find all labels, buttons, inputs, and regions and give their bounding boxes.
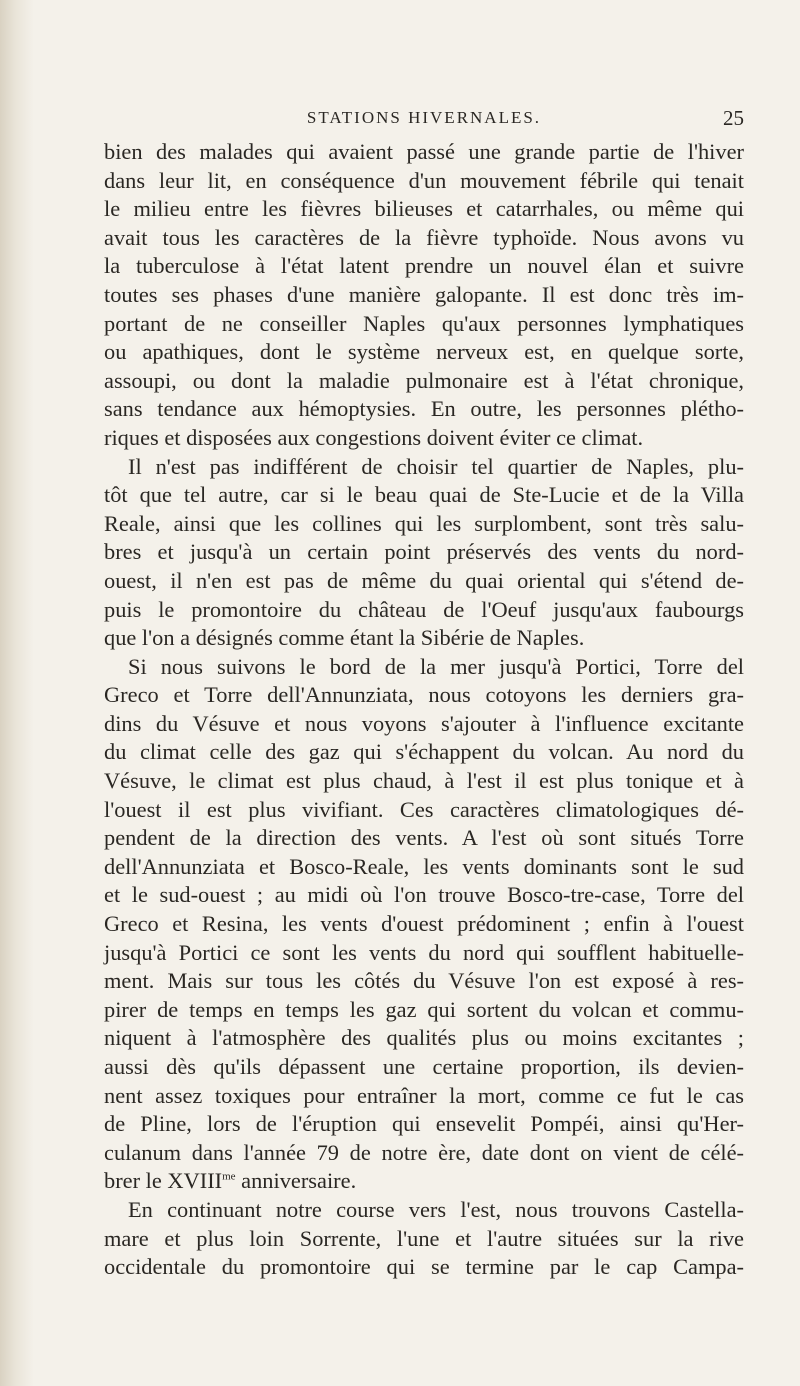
- running-title: STATIONS HIVERNALES.: [306, 108, 542, 127]
- text-line: de Pline, lors de l'éruption qui ensevelit Pompéi, ainsi qu'Her-: [104, 1111, 744, 1137]
- text-line: Si nous suivons le bord de la mer jusqu'à Portici, Torre del: [128, 653, 744, 679]
- text-line: niquent à l'atmosphère des qualités plus ou moins excitantes ;: [104, 1025, 744, 1051]
- page-edge-shadow: [0, 0, 34, 1386]
- text-line: le milieu entre les fièvres bilieuses et catarrhales, ou même qui: [104, 196, 744, 222]
- text-line: En continuant notre course vers l'est, nous trouvons Castella-: [128, 1196, 744, 1222]
- text-line: [104, 1167, 744, 1196]
- text-line: aussi dès qu'ils dépassent une certaine proportion, ils devien-: [104, 1054, 744, 1079]
- page-number: 25: [723, 106, 744, 130]
- text-line: portant de ne conseiller Naples qu'aux personnes lymphatiques: [104, 310, 744, 336]
- text-line: dans leur lit, en conséquence d'un mouvement fébrile qui tenait: [104, 167, 744, 193]
- text-line: culanum dans l'année 79 de notre ère, date dont on vient de célé-: [104, 1139, 744, 1165]
- text-line: avait tous les caractères de la fièvre typhoïde. Nous avons vu: [104, 224, 744, 250]
- text-line: Il n'est pas indifférent de choisir tel quartier de Naples, plu-: [128, 453, 744, 479]
- text-line: que l'on a désignés comme étant la Sibérie de Naples.: [104, 625, 585, 651]
- text-line: ou apathiques, dont le système nerveux est, en quelque sorte,: [104, 339, 744, 365]
- text-line: ouest, il n'en est pas de même du quai oriental qui s'étend de-: [104, 567, 744, 593]
- text-line: tôt que tel autre, car si le beau quai de Ste-Lucie et de la Villa: [104, 482, 744, 508]
- text-line: l'ouest il est plus vivifiant. Ces caractères climatologiques dé-: [104, 796, 744, 822]
- text-line: puis le promontoire du château de l'Oeuf jusqu'aux faubourgs: [104, 596, 744, 622]
- text-line: Greco et Torre dell'Annunziata, nous cotoyons les derniers gra-: [104, 682, 744, 708]
- text-line: du climat celle des gaz qui s'échappent du volcan. Au nord du: [104, 739, 744, 765]
- text-line: Greco et Resina, les vents d'ouest prédominent ; enfin à l'ouest: [104, 911, 744, 937]
- text-line: toutes ses phases d'une manière galopante. Il est donc très im-: [104, 281, 744, 307]
- text-line: Reale, ainsi que les collines qui les surplombent, sont très salu-: [104, 510, 744, 536]
- text-segment: anniversaire.: [235, 1168, 357, 1194]
- text-line: et le sud-ouest ; au midi où l'on trouve Bosco-tre-case, Torre del: [104, 882, 744, 908]
- text-line: Vésuve, le climat est plus chaud, à l'est il est plus tonique et à: [104, 768, 744, 794]
- body-text: [104, 138, 744, 1282]
- text-line: ment. Mais sur tous les côtés du Vésuve l'on est exposé à res-: [104, 968, 744, 994]
- text-line: la tuberculose à l'état latent prendre un nouvel élan et suivre: [104, 253, 744, 279]
- text-line: occidentale du promontoire qui se termine par le cap Campa-: [104, 1254, 744, 1280]
- text-line: sans tendance aux hémoptysies. En outre, les personnes plétho-: [104, 396, 744, 422]
- text-line: jusqu'à Portici ce sont les vents du nord qui soufflent habituelle-: [104, 939, 744, 965]
- text-line: nent assez toxiques pour entraîner la mort, comme ce fut le cas: [104, 1082, 744, 1108]
- text-segment: brer le XVIII: [104, 1168, 223, 1194]
- text-line: bien des malades qui avaient passé une grande partie de l'hiver: [104, 139, 744, 164]
- ordinal-superscript: me: [222, 1170, 236, 1183]
- text-line: dins du Vésuve et nous voyons s'ajouter à l'influence excitante: [104, 710, 744, 736]
- text-line: pirer de temps en temps les gaz qui sortent du volcan et commu-: [104, 996, 744, 1022]
- text-line: mare et plus loin Sorrente, l'une et l'autre situées sur la rive: [104, 1225, 744, 1251]
- text-line: riques et disposées aux congestions doivent éviter ce climat.: [104, 424, 644, 450]
- text-line: assoupi, ou dont la maladie pulmonaire est à l'état chronique,: [104, 367, 744, 393]
- text-line: bres et jusqu'à un certain point préservés des vents du nord-: [104, 539, 744, 565]
- text-line: pendent de la direction des vents. A l'est où sont situés Torre: [104, 825, 744, 851]
- text-line: dell'Annunziata et Bosco-Reale, les vents dominants sont le sud: [104, 853, 744, 879]
- page-header: [104, 106, 744, 134]
